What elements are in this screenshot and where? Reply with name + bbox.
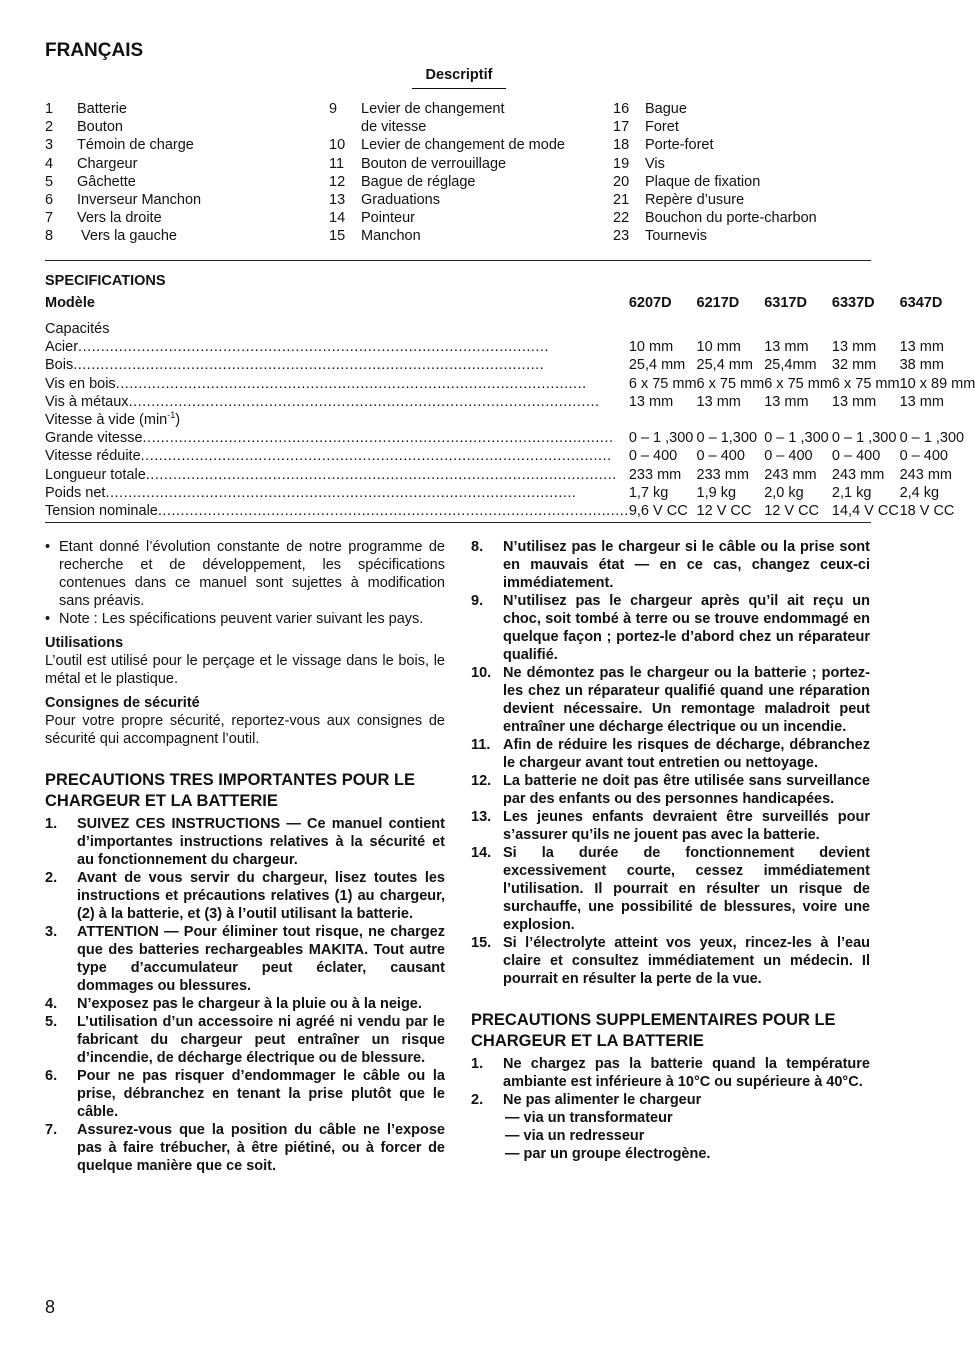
row-label: Tension nominale: [45, 502, 158, 519]
precaution-item: 8. N’utilisez pas le chargeur si le câble ou la prise sont en mauvais état — en ce cas, changez ceux-ci immédiatement.: [471, 539, 870, 591]
part-item: 13 Graduations: [329, 191, 440, 208]
part-item: 19 Vis: [613, 155, 665, 172]
table-cell: 0 – 400: [764, 448, 813, 465]
part-item: 23 Tournevis: [613, 228, 708, 245]
table-cell: 12 V CC: [696, 502, 752, 519]
precautions-heading: PRECAUTIONS TRES IMPORTANTES POUR LE CHARGEUR ET LA BATTERIE: [45, 771, 416, 810]
precaution-item: 3. ATTENTION — Pour éliminer tout risque, ne chargez que des batteries rechargeables MAKITA. Tout autre type d’accumulateur peut éclater, causant dommages ou blessures.: [45, 924, 445, 994]
part-item: 6 Inverseur Manchon: [45, 191, 202, 208]
table-cell: 0 – 400: [628, 448, 678, 465]
speed-label: Vitesse à vide $(\min^{-1})$: [45, 409, 181, 428]
table-cell: 6 x 75 mm: [628, 375, 697, 392]
dash-item: — via un transformateur: [505, 1110, 673, 1126]
table-cell: 13 mm: [764, 339, 809, 356]
row-label: Acier: [45, 339, 79, 356]
row-label: Poids net: [45, 484, 106, 501]
table-cell: 10 mm: [628, 339, 674, 356]
table-row: [45, 466, 975, 484]
specifications-heading: SPECIFICATIONS: [45, 273, 166, 289]
note-item: • Etant donné l’évolution constante de notre programme de recherche et de développement, les spécifications contenues dans ce manuel sont sujettes à modification sans préavis.: [45, 539, 445, 609]
row-label: Bois: [45, 357, 74, 374]
part-item: 2 Bouton: [45, 119, 123, 136]
table-row: [45, 375, 975, 393]
table-cell: 25,4 mm: [628, 357, 686, 374]
table-cell: 2,1 kg: [831, 484, 872, 501]
note-item: • Note : Les spécifications peuvent varier suivant les pays.: [45, 611, 424, 627]
part-item: 4 Chargeur: [45, 155, 138, 172]
part-item: 15 Manchon: [329, 228, 421, 245]
row-label: Longueur totale: [45, 466, 146, 483]
precaution-item: 5. L’utilisation d’un accessoire ni agréé ni vendu par le fabricant du chargeur peut entraîner un risque d’incendie, de décharge électrique ou de blessure.: [45, 1014, 445, 1066]
table-cell: 6 x 75 mm: [696, 375, 765, 392]
parts-column-1: [45, 100, 201, 246]
divider: [45, 522, 871, 523]
table-header-row: [45, 294, 975, 316]
table-row: [45, 320, 975, 338]
utilisations-text: L’outil est utilisé pour le perçage et le vissage dans le bois, le métal et le plastique.: [45, 653, 445, 687]
row-label: Vis à métaux: [45, 393, 129, 410]
table-cell: 0 – 400: [696, 448, 745, 465]
table-cell: 10 x 89 mm: [899, 375, 975, 392]
row-label: Grande vitesse: [45, 430, 143, 447]
precaution-item: 7. Assurez-vous que la position du câble ne l’expose pas à faire trébucher, à être piétiné, ou à forcer de quelque manière que ce soit.: [45, 1122, 445, 1174]
model-header: 6217D: [696, 295, 740, 311]
part-item: 9 Levier de changement: [329, 101, 505, 117]
part-item: 3 Témoin de charge: [45, 137, 194, 154]
part-item: 20 Plaque de fixation: [613, 173, 761, 190]
table-cell: 233 mm: [628, 466, 682, 483]
table-row: [45, 338, 975, 356]
table-cell: 0 – 1 ,300: [764, 430, 829, 447]
precaution-item: 4. N’exposez pas le chargeur à la pluie ou à la neige.: [45, 996, 422, 1012]
table-cell: 12 V CC: [764, 502, 820, 519]
table-cell: 13 mm: [628, 393, 674, 410]
table-cell: 10 mm: [696, 339, 741, 356]
table-cell: 0 – 1,300: [696, 430, 758, 447]
descriptif-title: Descriptif: [412, 66, 506, 89]
table-cell: 25,4mm: [764, 357, 817, 374]
part-item: 11 Bouton de verrouillage: [329, 155, 507, 172]
table-cell: 25,4 mm: [696, 357, 753, 374]
table-cell: 243 mm: [831, 466, 885, 483]
consignes-text: Pour votre propre sécurité, reportez-vous aux consignes de sécurité qui accompagnent l’outil.: [45, 713, 445, 747]
table-cell: 0 – 1 ,300: [831, 430, 897, 447]
table-cell: 6 x 75 mm: [764, 375, 832, 392]
table-row: [45, 393, 975, 411]
specifications-table: [45, 294, 975, 520]
model-header: 6337D: [831, 295, 875, 311]
table-cell: 14,4 V CC: [831, 502, 899, 519]
table-cell: 13 mm: [831, 339, 877, 356]
row-label: Vitesse réduite: [45, 448, 141, 465]
table-cell: 1,9 kg: [696, 484, 737, 501]
part-item: 16 Bague: [613, 101, 687, 117]
part-item: 1 Batterie: [45, 101, 127, 117]
precaution-item: 13. Les jeunes enfants devraient être surveillés pour s’assurer qu’ils ne jouent pas avec la batterie.: [471, 809, 870, 843]
table-cell: 32 mm: [831, 357, 877, 374]
part-item: 14 Pointeur: [329, 210, 416, 227]
divider: [45, 260, 871, 261]
supplementary-item: 1. Ne chargez pas la batterie quand la température ambiante est inférieure à 10°C ou supérieure à 40°C.: [471, 1056, 870, 1090]
table-cell: 13 mm: [899, 393, 944, 410]
part-item: 5 Gâchette: [45, 173, 136, 190]
page-number: 8: [45, 1297, 56, 1317]
part-item: 12 Bague de réglage: [329, 173, 476, 190]
capacities-label: Capacités: [45, 321, 110, 337]
table-row: [45, 447, 975, 465]
part-item: 7 Vers la droite: [45, 210, 162, 227]
table-cell: 1,7 kg: [628, 484, 669, 501]
precaution-item: 2. Avant de vous servir du chargeur, lisez toutes les instructions et précautions relatives (1) au chargeur, (2) à la batterie, et (3) à l’outil utilisant la batterie.: [45, 870, 445, 922]
parts-column-3: [613, 100, 817, 246]
left-column: [45, 538, 445, 1175]
precaution-item: 6. Pour ne pas risquer d’endommager le câble ou la prise, débranchez en tenant la prise plutôt que le câble.: [45, 1068, 445, 1120]
table-cell: 6 x 75 mm: [831, 375, 900, 392]
precaution-item: 12. La batterie ne doit pas être utilisée sans surveillance par des enfants ou des personnes handicapées.: [471, 773, 870, 807]
precaution-item: 15. Si l’électrolyte atteint vos yeux, rincez-les à l’eau claire et consultez immédiatement un médecin. Il pourrait en résulter la perte de la vue.: [471, 935, 870, 987]
parts-column-2: [329, 100, 565, 246]
table-cell: 13 mm: [696, 393, 741, 410]
precaution-item: 11. Afin de réduire les risques de décharge, débranchez le chargeur avant tout entretien ou nettoyage.: [471, 737, 870, 771]
part-item: 17 Foret: [613, 119, 679, 136]
part-item: 21 Repère d’usure: [613, 191, 745, 208]
table-cell: 9,6 V CC: [628, 502, 688, 519]
part-item: 22 Bouchon du porte-charbon: [613, 210, 817, 227]
supplementary-heading: PRECAUTIONS SUPPLEMENTAIRES POUR LE CHARGEUR ET LA BATTERIE: [471, 1011, 836, 1050]
part-item: 8 Vers la gauche: [45, 228, 177, 245]
table-cell: 38 mm: [899, 357, 944, 374]
table-row: [45, 484, 975, 502]
precaution-item: 14. Si la durée de fonctionnement devient excessivement courte, cessez immédiatement l’utilisation. Il pourrait en résulter un risque de surchauffe, une possibilité de blessures, voire une explosion.: [471, 845, 870, 933]
table-row: [45, 356, 975, 374]
part-item: de vitesse: [361, 119, 427, 136]
precaution-item: 9. N’utilisez pas le chargeur après qu’il ait reçu un choc, soit tombé à terre ou se trouve endommagé en quelque façon ; portez-le d’abord chez un réparateur qualifié.: [471, 593, 870, 663]
precaution-item: 1. SUIVEZ CES INSTRUCTIONS — Ce manuel contient d’importantes instructions relatives à la sécurité et au fonctionnement du chargeur.: [45, 816, 445, 868]
table-row: [45, 502, 975, 520]
table-cell: 2,0 kg: [764, 484, 804, 501]
dash-item: — par un groupe électrogène.: [505, 1146, 711, 1162]
model-header: 6317D: [764, 295, 807, 311]
precaution-item: 10. Ne démontez pas le chargeur ou la batterie ; portez-les chez un réparateur qualifié quand une réparation devient nécessaire. Un remontage maladroit peut entraîner une décharge électrique ou un incendie.: [471, 665, 870, 735]
table-cell: 2,4 kg: [899, 484, 940, 501]
table-cell: 13 mm: [899, 339, 944, 356]
model-header: 6347D: [899, 295, 943, 311]
table-cell: 13 mm: [764, 393, 809, 410]
table-row: [45, 429, 975, 447]
table-cell: 0 – 1 ,300: [899, 430, 965, 447]
table-cell: 13 mm: [831, 393, 877, 410]
table-cell: 0 – 400: [899, 448, 948, 465]
dash-item: — via un redresseur: [505, 1128, 645, 1144]
consignes-heading: Consignes de sécurité: [45, 695, 200, 711]
part-item: 10 Levier de changement de mode: [329, 137, 565, 154]
utilisations-heading: Utilisations: [45, 635, 124, 651]
table-cell: 243 mm: [764, 466, 817, 483]
table-cell: 243 mm: [899, 466, 952, 483]
model-header: 6207D: [628, 295, 672, 311]
model-label: Modèle: [45, 295, 95, 311]
row-label: Vis en bois: [45, 375, 116, 392]
right-column: [471, 538, 870, 1163]
table-cell: 0 – 400: [831, 448, 881, 465]
part-item: 18 Porte-foret: [613, 137, 714, 154]
table-cell: 18 V CC: [899, 502, 955, 519]
language-title: FRANÇAIS: [45, 40, 144, 61]
supplementary-item: 2. Ne pas alimenter le chargeur: [471, 1092, 702, 1108]
table-cell: 0 – 1 ,300: [628, 430, 694, 447]
table-row: [45, 411, 975, 429]
table-cell: 233 mm: [696, 466, 749, 483]
